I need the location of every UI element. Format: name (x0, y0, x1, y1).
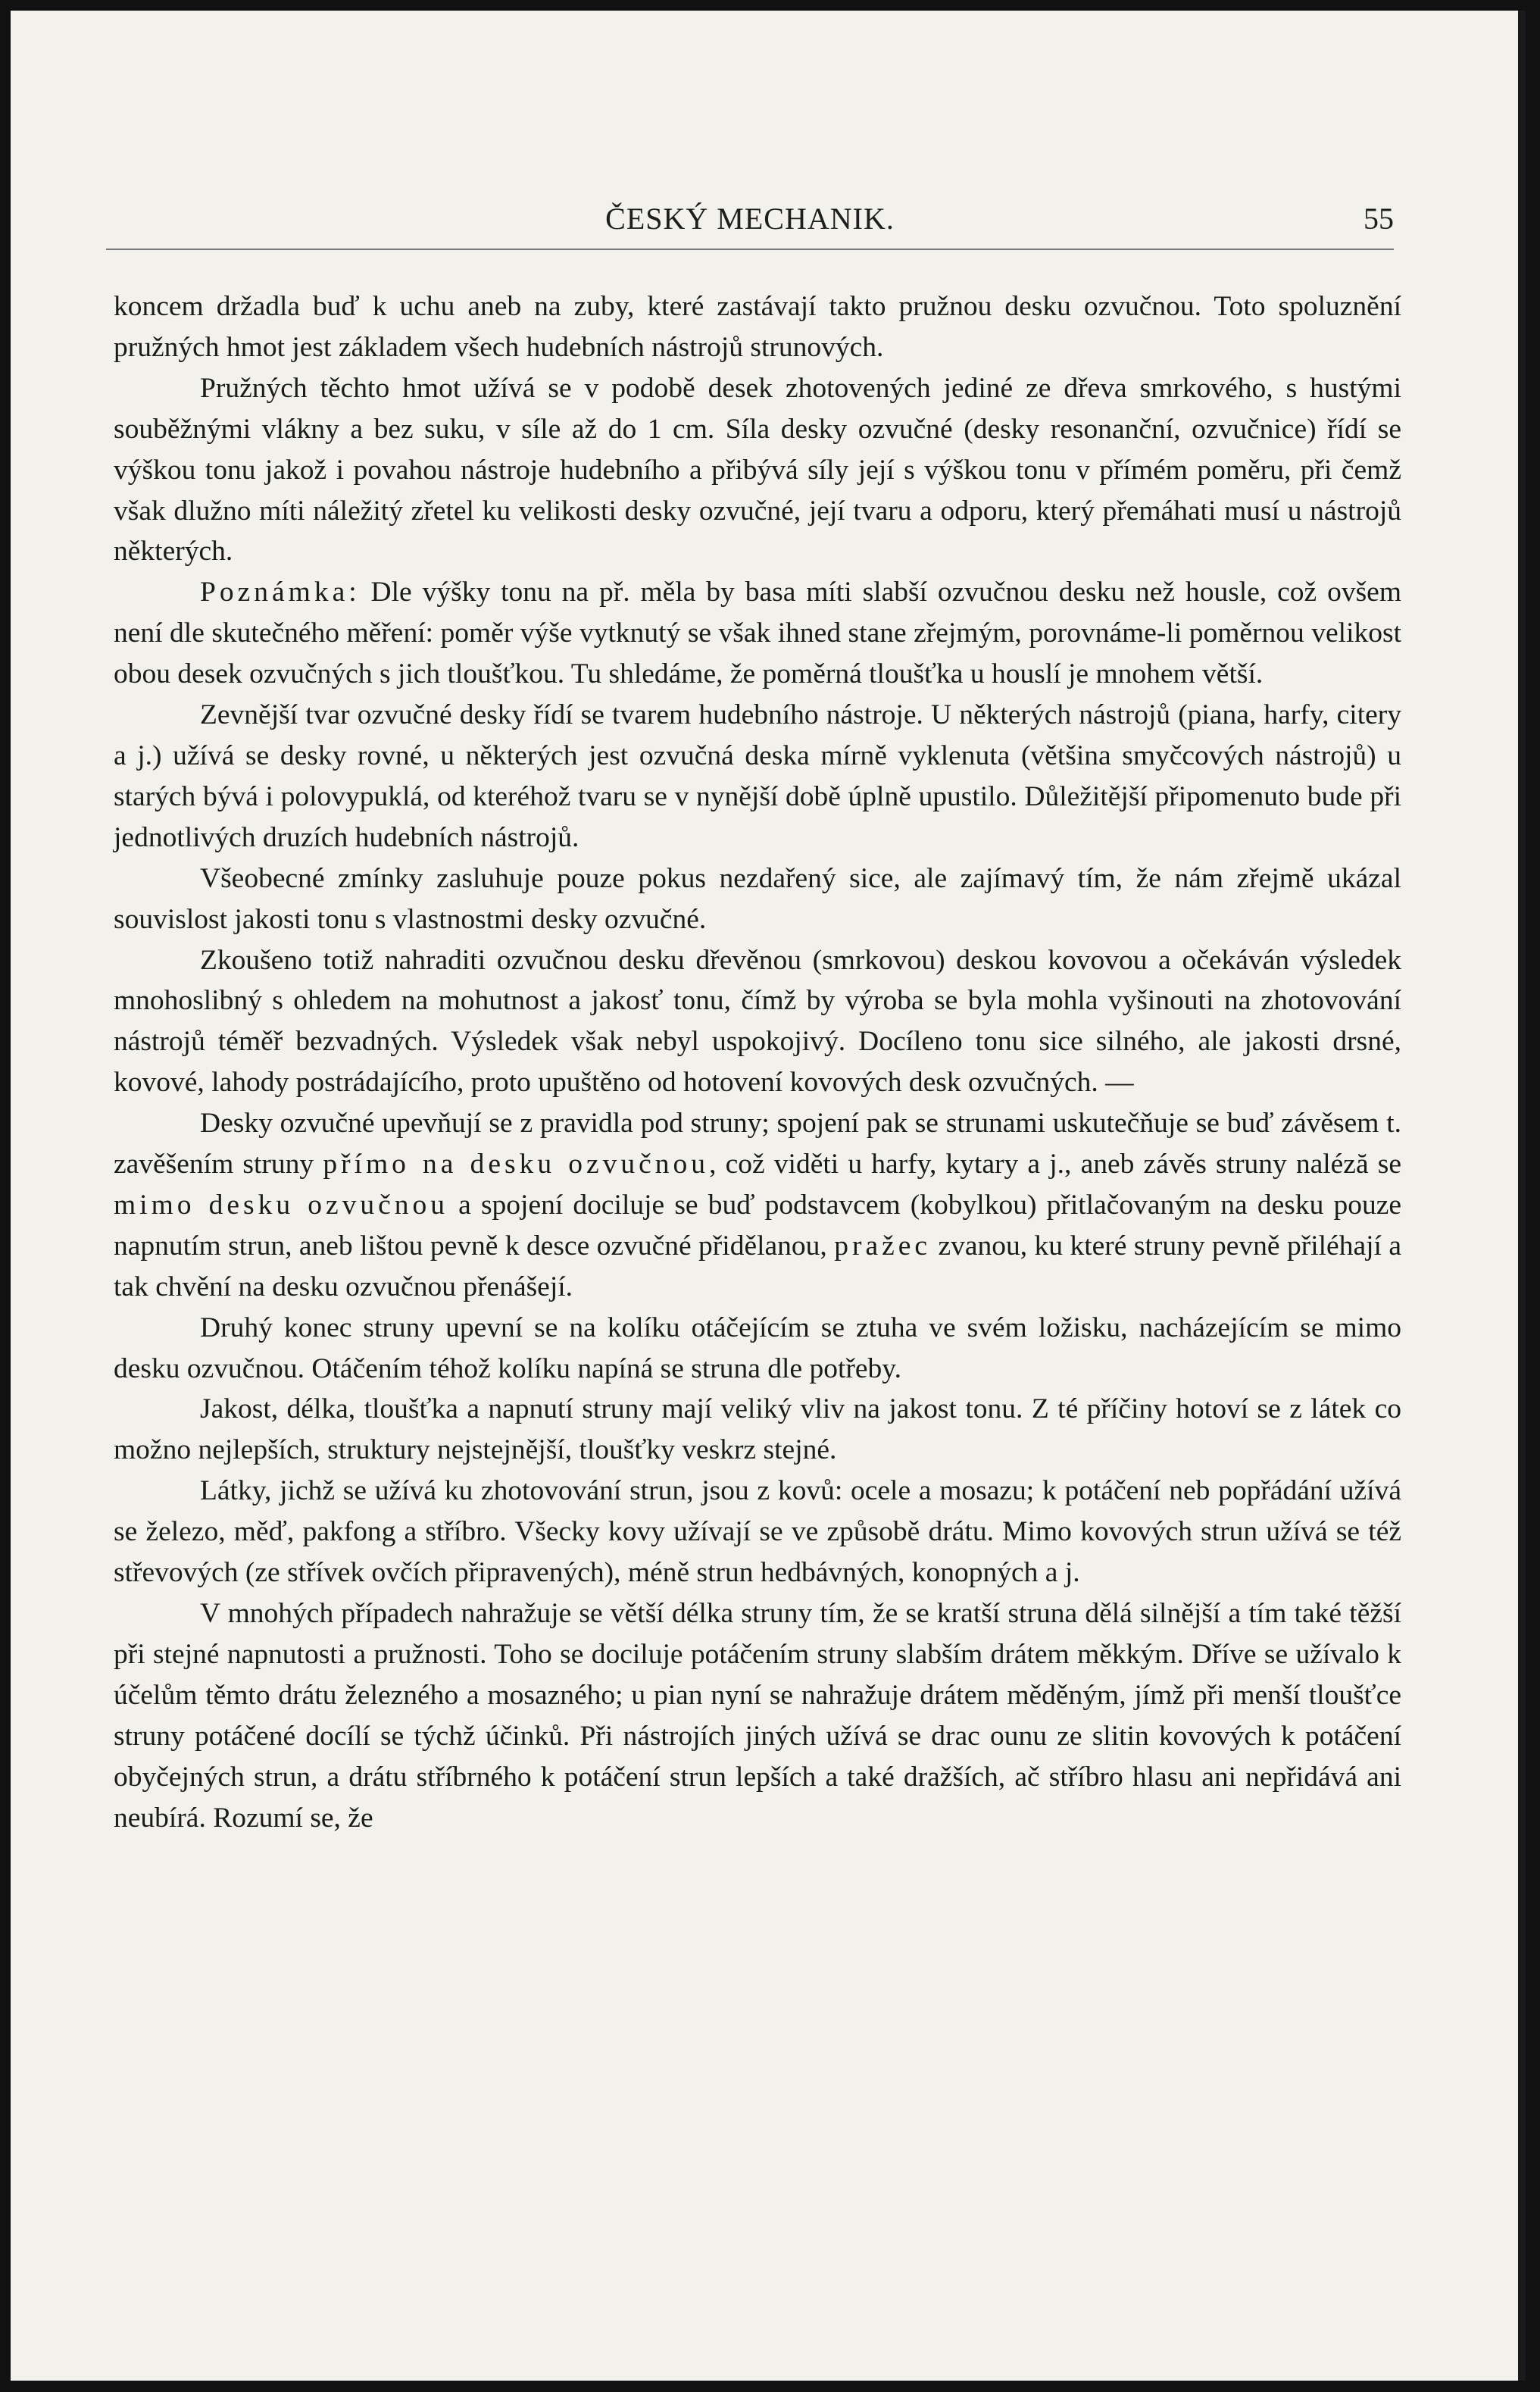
paragraph-text: Jakost, délka, tloušťka a napnutí struny mají veliký vliv na jakost tonu. Z té příčiny hotoví se z látek co možno nejlepších, struktury nejstejnější, tloušťky veskrz stejné. (114, 1393, 1401, 1466)
paragraph (114, 695, 1401, 858)
paragraph-text: Druhý konec struny upevní se na kolíku otáčejícím se ztuha ve svém ložisku, nacházejícím se mimo desku ozvučnou. Otáčením téhož kolíku napíná se struna dle potřeby. (114, 1312, 1401, 1384)
paragraph (114, 940, 1401, 1104)
paragraph-text: Pružných těchto hmot užívá se v podobě desek zhotovených jediné ze dřeva smrkového, s hustými souběžnými vlákny a bez suku, v síle až do 1 cm. Síla desky ozvučné (desky resonanční, ozvučnice) řídí se výškou tonu jakož i povahou nástroje hudebního a přibývá síly její s výškou tonu v přímém poměru, při čemž však dlužno míti náležitý zřetel ku velikosti desky ozvučné, její tvaru a odporu, který přemáhati musí u nástrojů některých. (114, 372, 1401, 568)
paragraph-text: V mnohých případech nahražuje se větší délka struny tím, že se kratší struna dělá silnější a tím také těžší při stejné napnutosti a pružnosti. Toho se dociluje potáčením struny slabším drátem měkkým. Dříve se užívalo k účelům těmto drátu železného a mosazného; u pian nyní se nahražuje drátem měděným, jímž při menší tloušťce struny potáčené docílí se týchž účinků. Při nástrojích jiných užívá se drac ounu ze slitin kovových k potáčení obyčejných strun, a drátu stříbrného k potáčení strun lepších a také dražších, ač stříbro hlasu ani nepřidává ani neubírá. Rozumí se, že (114, 1598, 1401, 1834)
paragraph (114, 1103, 1401, 1308)
page-header (106, 201, 1394, 246)
note-paragraph (114, 572, 1401, 695)
paragraph-text: Všeobecné zmínky zasluhuje pouze pokus nezdařený sice, ale zajímavý tím, že nám zřejmě ukázal souvislost jakosti tonu s vlastnostmi desky ozvučné. (114, 862, 1401, 935)
paragraph-text: koncem držadla buď k uchu aneb na zuby, které zastávají takto pružnou desku ozvučnou. Toto spoluznění pružných hmot jest základem všech hudebních nástrojů strunových. (114, 291, 1401, 363)
paragraph-text: Desky ozvučné upevňují se z pravidla pod struny; spojení pak se strunami uskutečňuje se buď závěsem t. zavěšením struny (114, 1108, 1401, 1180)
paragraph-text: zvanou, ku které struny pevně přiléhají a tak chvění na desku ozvučnou přenášejí. (114, 1230, 1401, 1302)
paragraph (114, 1471, 1401, 1593)
header-rule (106, 249, 1394, 250)
paragraph-text: Látky, jichž se užívá ku zhotovování strun, jsou z kovů: ocele a mosazu; k potáčení neb popřádání užívá se železo, měď, pakfong a stříbro. Všecky kovy užívají se ve způsobě drátu. Mimo kovových strun užívá se též střevových (ze střívek ovčích připravených), méně strun hedbávných, konopných a j. (114, 1475, 1401, 1589)
emphasized-text: pražec (834, 1230, 932, 1262)
running-title: ČESKÝ MECHANIK. (605, 202, 895, 236)
body-text (114, 286, 1401, 1838)
paragraph (114, 368, 1401, 573)
paragraph (114, 1593, 1401, 1838)
paragraph-text: a spojení dociluje se buď podstavcem (kobylkou) přitlačovaným na desku pouze napnutím strun, aneb lištou pevně k desce ozvučné přidělanou, (114, 1189, 1401, 1262)
emphasized-text: přímo na desku ozvučnou (323, 1149, 710, 1180)
paragraph (114, 286, 1401, 368)
paragraph (114, 1308, 1401, 1390)
paragraph-text: Dle výšky tonu na př. měla by basa míti slabší ozvučnou desku než housle, což ovšem není dle skutečného měření: poměr výše vytknutý se však ihned stane zřejmým, porovnáme-li poměrnou velikost obou desek ozvučných s jich tloušťkou. Tu shledáme, že poměrná tloušťka u houslí je mnohem větší. (114, 577, 1401, 690)
emphasized-text: mimo desku ozvučnou (114, 1189, 449, 1221)
paragraph-text: , což viděti u harfy, kytary a j., aneb závěs struny naléză se (709, 1149, 1401, 1180)
paragraph-text: Zevnější tvar ozvučné desky řídí se tvarem hudebního nástroje. U některých nástrojů (piana, harfy, citery a j.) užívá se desky rovné, u některých jest ozvučná deska mírně vyklenuta (většina smyčcových nástrojů) u starých bývá i polovypuklá, od kteréhož tvaru se v nynější době úplně upustilo. Důležitější připomenuto bude při jednotlivých druzích hudebních nástrojů. (114, 699, 1401, 853)
paragraph-text: Zkoušeno totiž nahraditi ozvučnou desku dřevěnou (smrkovou) deskou kovovou a očekáván výsledek mnohoslibný s ohledem na mohutnost a jakosť tonu, čímž by výroba se byla mohla vyšinouti na zhotovování nástrojů téměř bezvadných. Výsledek však nebyl uspokojivý. Docíleno tonu sice silného, ale jakosti drsné, kovové, lahody postrádajícího, proto upuštěno od hotovení kovových desk ozvučných. — (114, 944, 1401, 1099)
note-label: Poznámka: (200, 577, 361, 608)
paragraph (114, 1389, 1401, 1471)
page-number: 55 (1364, 202, 1394, 236)
paragraph (114, 858, 1401, 940)
